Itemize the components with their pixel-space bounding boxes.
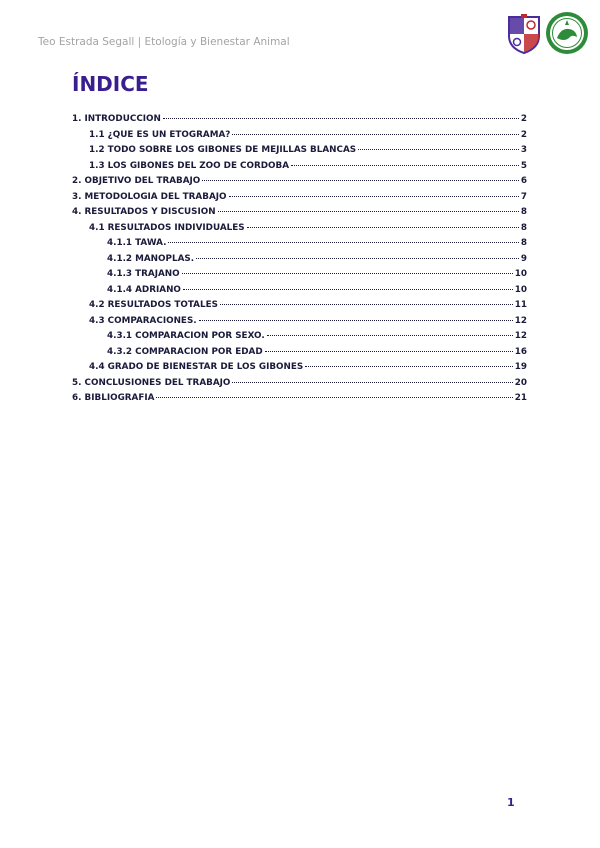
toc-entry-label: 1. INTRODUCCIÓN [72,114,161,124]
toc-dot-leader [232,382,512,383]
toc-entry-label: 5. CONCLUSIONES DEL TRABAJO [72,377,231,388]
page-number: 1 [507,796,515,809]
toc-dot-leader [182,273,513,274]
toc-dot-leader [199,320,513,321]
toc-entry-page: 10 [514,284,527,295]
toc-entry-label: 4.2 RESULTADOS TOTALES [89,300,218,310]
toc-dot-leader [220,304,513,305]
table-of-contents [72,114,527,409]
toc-entry-page: 12 [514,315,527,326]
toc-entry[interactable] [72,192,527,208]
toc-dot-leader [183,289,513,290]
toc-entry[interactable] [72,269,527,285]
page-title: ÍNDICE [72,72,149,96]
toc-entry-label: 4.1.4 ADRIANO [107,284,181,295]
toc-entry-page: 3 [520,145,527,155]
toc-entry[interactable] [72,254,527,270]
toc-dot-leader [202,180,519,181]
toc-dot-leader [196,258,519,259]
toc-dot-leader [358,149,519,150]
toc-entry-page: 21 [514,393,527,403]
toc-entry[interactable] [72,300,527,316]
toc-entry[interactable] [72,223,527,239]
toc-entry-page: 16 [514,346,527,357]
toc-entry-page: 11 [514,300,527,310]
toc-entry-page: 7 [520,191,527,202]
toc-entry[interactable] [72,316,527,332]
toc-entry-label: 1.2 TODO SOBRE LOS GIBONES DE MEJILLAS BLANCAS [89,145,357,155]
running-header: Teo Estrada Segall | Etología y Bienestar Animal [38,36,290,48]
toc-dot-leader [218,211,519,212]
toc-entry[interactable] [72,207,527,223]
toc-entry[interactable] [72,331,527,347]
toc-dot-leader [291,165,519,166]
toc-entry-label: 4.3.2 COMPARACIÓN POR EDAD [107,346,263,357]
toc-dot-leader [305,366,513,367]
toc-entry[interactable] [72,145,527,161]
toc-entry-label: 1.1 ¿QUÉ ES UN ETOGRAMA? [89,129,231,140]
toc-entry-label: 6. BIBLIOGRAFÍA [72,393,155,403]
toc-entry-label: 4.1 RESULTADOS INDIVIDUALES [89,222,245,233]
toc-entry[interactable] [72,130,527,146]
toc-dot-leader [229,196,519,197]
toc-entry-page: 2 [520,114,527,124]
toc-dot-leader [232,134,519,135]
green-seal-icon [545,11,589,55]
toc-dot-leader [265,351,513,352]
toc-entry-page: 5 [520,160,527,171]
toc-entry-page: 2 [520,129,527,140]
toc-entry-page: 10 [514,269,527,279]
toc-entry-page: 20 [514,377,527,388]
toc-entry-label: 4. RESULTADOS Y DISCUSIÓN [72,207,216,217]
toc-entry-label: 4.3 COMPARACIONES. [89,315,197,326]
toc-entry[interactable] [72,347,527,363]
toc-entry[interactable] [72,362,527,378]
toc-dot-leader [156,397,512,398]
toc-entry-page: 8 [520,222,527,233]
toc-entry-label: 4.1.1 TAWA. [107,238,167,248]
toc-entry-page: 8 [520,238,527,248]
toc-dot-leader [267,335,513,336]
toc-dot-leader [163,118,519,119]
university-crest-icon [506,14,542,54]
toc-entry-label: 4.4 GRADO DE BIENESTAR DE LOS GIBONES [89,362,304,372]
toc-entry[interactable] [72,393,527,409]
toc-entry[interactable] [72,176,527,192]
toc-entry[interactable] [72,285,527,301]
toc-entry-page: 8 [520,207,527,217]
toc-entry-label: 2. OBJETIVO DEL TRABAJO [72,176,201,186]
toc-dot-leader [247,227,519,228]
toc-entry-label: 1.3 LOS GIBONES DEL ZOO DE CÓRDOBA [89,160,290,171]
toc-entry-page: 6 [520,176,527,186]
toc-entry[interactable] [72,114,527,130]
toc-entry[interactable] [72,161,527,177]
toc-dot-leader [168,242,518,243]
toc-entry-page: 9 [520,253,527,264]
toc-entry[interactable] [72,378,527,394]
toc-entry-label: 3. METODOLOGÍA DEL TRABAJO [72,191,227,202]
toc-entry-label: 4.3.1 COMPARACIÓN POR SEXO. [107,331,265,341]
toc-entry-label: 4.1.3 TRAJANO [107,269,180,279]
toc-entry[interactable] [72,238,527,254]
toc-entry-page: 19 [514,362,527,372]
toc-entry-page: 12 [514,331,527,341]
toc-entry-label: 4.1.2 MANOPLAS. [107,253,195,264]
